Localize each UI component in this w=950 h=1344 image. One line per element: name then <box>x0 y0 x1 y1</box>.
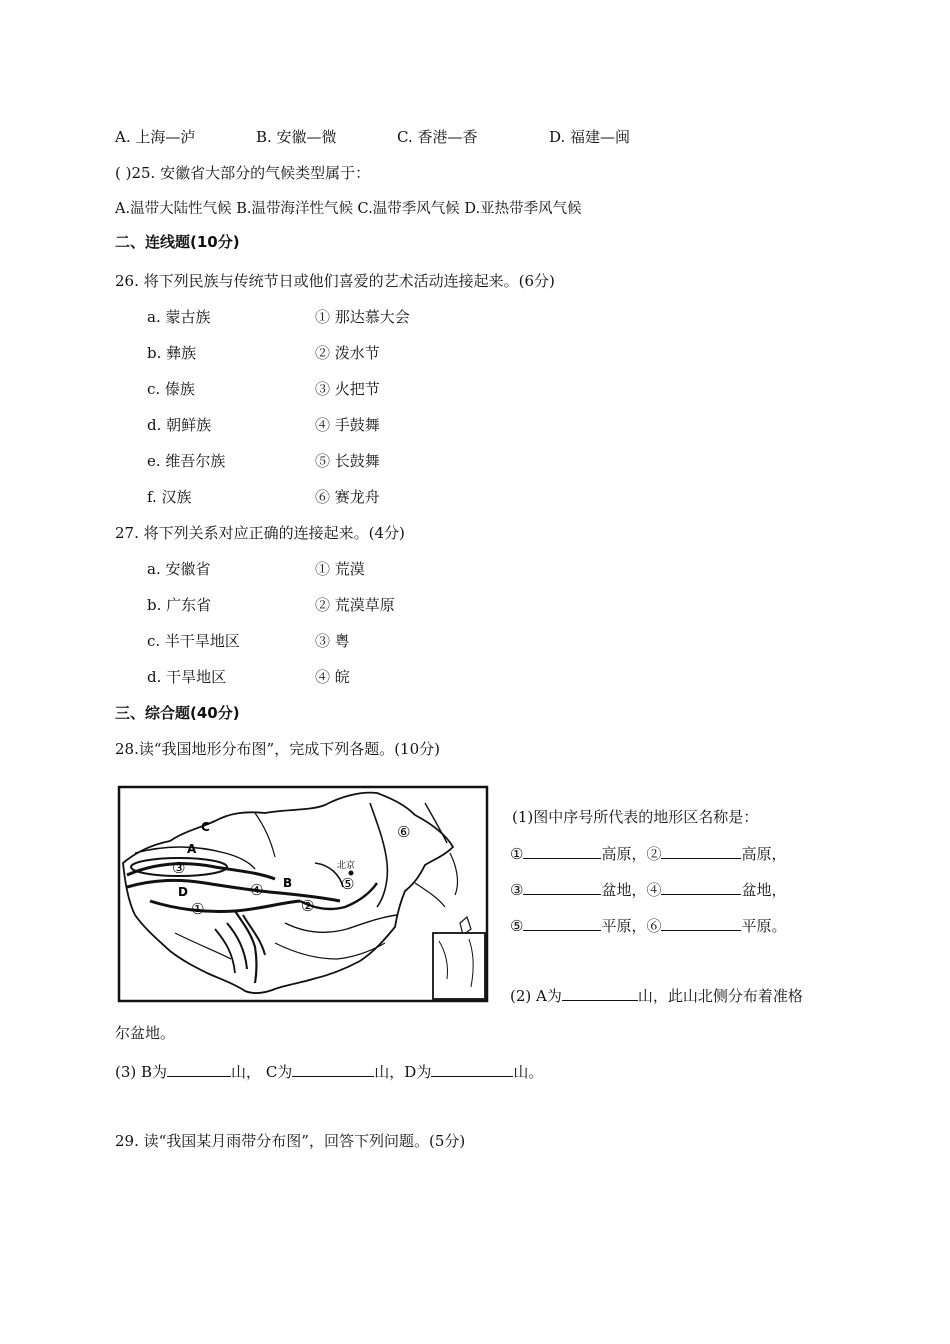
q28-p2-continued: 尔盆地。 <box>115 1024 176 1042</box>
answer-blank[interactable] <box>167 1061 231 1077</box>
q27-stem: 27. 将下列关系对应正确的连接起来。(4分) <box>115 524 405 542</box>
answer-blank[interactable] <box>661 879 741 895</box>
q27-right-item: ③ 粤 <box>315 632 350 650</box>
answer-blank[interactable] <box>562 985 638 1001</box>
map-label-b: B <box>283 876 293 890</box>
answer-blank[interactable] <box>661 915 741 931</box>
map-label-d: D <box>178 885 188 899</box>
map-label-beijing: 北京 <box>337 861 356 871</box>
answer-blank[interactable] <box>431 1061 513 1077</box>
q24-option-d: D. 福建—闽 <box>549 128 631 146</box>
q28-p1-intro: (1)图中序号所代表的地形区名称是： <box>512 808 759 826</box>
q26-right-item: ③ 火把节 <box>315 380 380 398</box>
q26-left-item: e. 维吾尔族 <box>147 452 226 470</box>
q26-right-item: ⑥ 赛龙舟 <box>315 488 380 506</box>
map-label-6: ⑥ <box>397 823 411 841</box>
q28-p1-row1: ① 高原，② 高原， <box>510 845 787 863</box>
q27-left-item: a. 安徽省 <box>147 560 211 578</box>
q24-option-a: A. 上海—泸 <box>115 128 196 146</box>
map-label-4: ④ <box>250 881 264 899</box>
map-label-a: A <box>187 842 197 856</box>
answer-blank[interactable] <box>292 1061 374 1077</box>
q27-left-item: b. 广东省 <box>147 596 212 614</box>
china-terrain-map <box>115 783 489 1005</box>
q27-left-item: d. 干旱地区 <box>147 668 227 686</box>
q26-stem: 26. 将下列民族与传统节日或他们喜爱的艺术活动连接起来。(6分) <box>115 272 555 290</box>
answer-blank[interactable] <box>661 843 741 859</box>
q28-p3: (3) B为 山， C为 山，D为 山。 <box>115 1063 544 1081</box>
q26-left-item: f. 汉族 <box>147 488 192 506</box>
q26-right-item: ④ 手鼓舞 <box>315 416 380 434</box>
q26-left-item: c. 傣族 <box>147 380 195 398</box>
map-label-3: ③ <box>172 859 186 877</box>
map-svg <box>115 783 489 1005</box>
answer-blank[interactable] <box>523 915 601 931</box>
q26-left-item: a. 蒙古族 <box>147 308 211 326</box>
q27-right-item: ② 荒漠草原 <box>315 596 395 614</box>
q24-option-b: B. 安徽—微 <box>256 128 337 146</box>
map-label-5: ⑤ <box>341 875 355 893</box>
q26-left-item: b. 彝族 <box>147 344 197 362</box>
q29-stem: 29. 读“我国某月雨带分布图”，回答下列问题。(5分) <box>115 1132 466 1150</box>
answer-blank[interactable] <box>523 879 601 895</box>
q24-option-c: C. 香港—香 <box>397 128 478 146</box>
map-label-1: ① <box>191 900 205 918</box>
section3-heading: 三、综合题(40分) <box>115 704 240 722</box>
q28-p2: (2) A为 山，此山北侧分布着准格 <box>510 987 803 1005</box>
q27-right-item: ④ 皖 <box>315 668 350 686</box>
q27-right-item: ① 荒漠 <box>315 560 365 578</box>
q26-right-item: ⑤ 长鼓舞 <box>315 452 380 470</box>
q28-p1-row2: ③ 盆地，④ 盆地， <box>510 881 787 899</box>
q28-p1-row3: ⑤ 平原，⑥ 平原。 <box>510 917 787 935</box>
q26-right-item: ② 泼水节 <box>315 344 380 362</box>
q26-right-item: ① 那达慕大会 <box>315 308 410 326</box>
q27-left-item: c. 半干旱地区 <box>147 632 240 650</box>
answer-blank[interactable] <box>523 843 601 859</box>
map-label-2: ② <box>301 897 315 915</box>
q25-stem: ( )25. 安徽省大部分的气候类型属于： <box>115 164 371 182</box>
q25-options: A.温带大陆性气候 B.温带海洋性气候 C.温带季风气候 D.亚热带季风气候 <box>115 201 582 217</box>
section2-heading: 二、连线题(10分) <box>115 233 240 251</box>
q28-stem: 28.读“我国地形分布图”，完成下列各题。(10分) <box>115 740 440 758</box>
q26-left-item: d. 朝鲜族 <box>147 416 212 434</box>
map-label-c: C <box>201 820 210 834</box>
